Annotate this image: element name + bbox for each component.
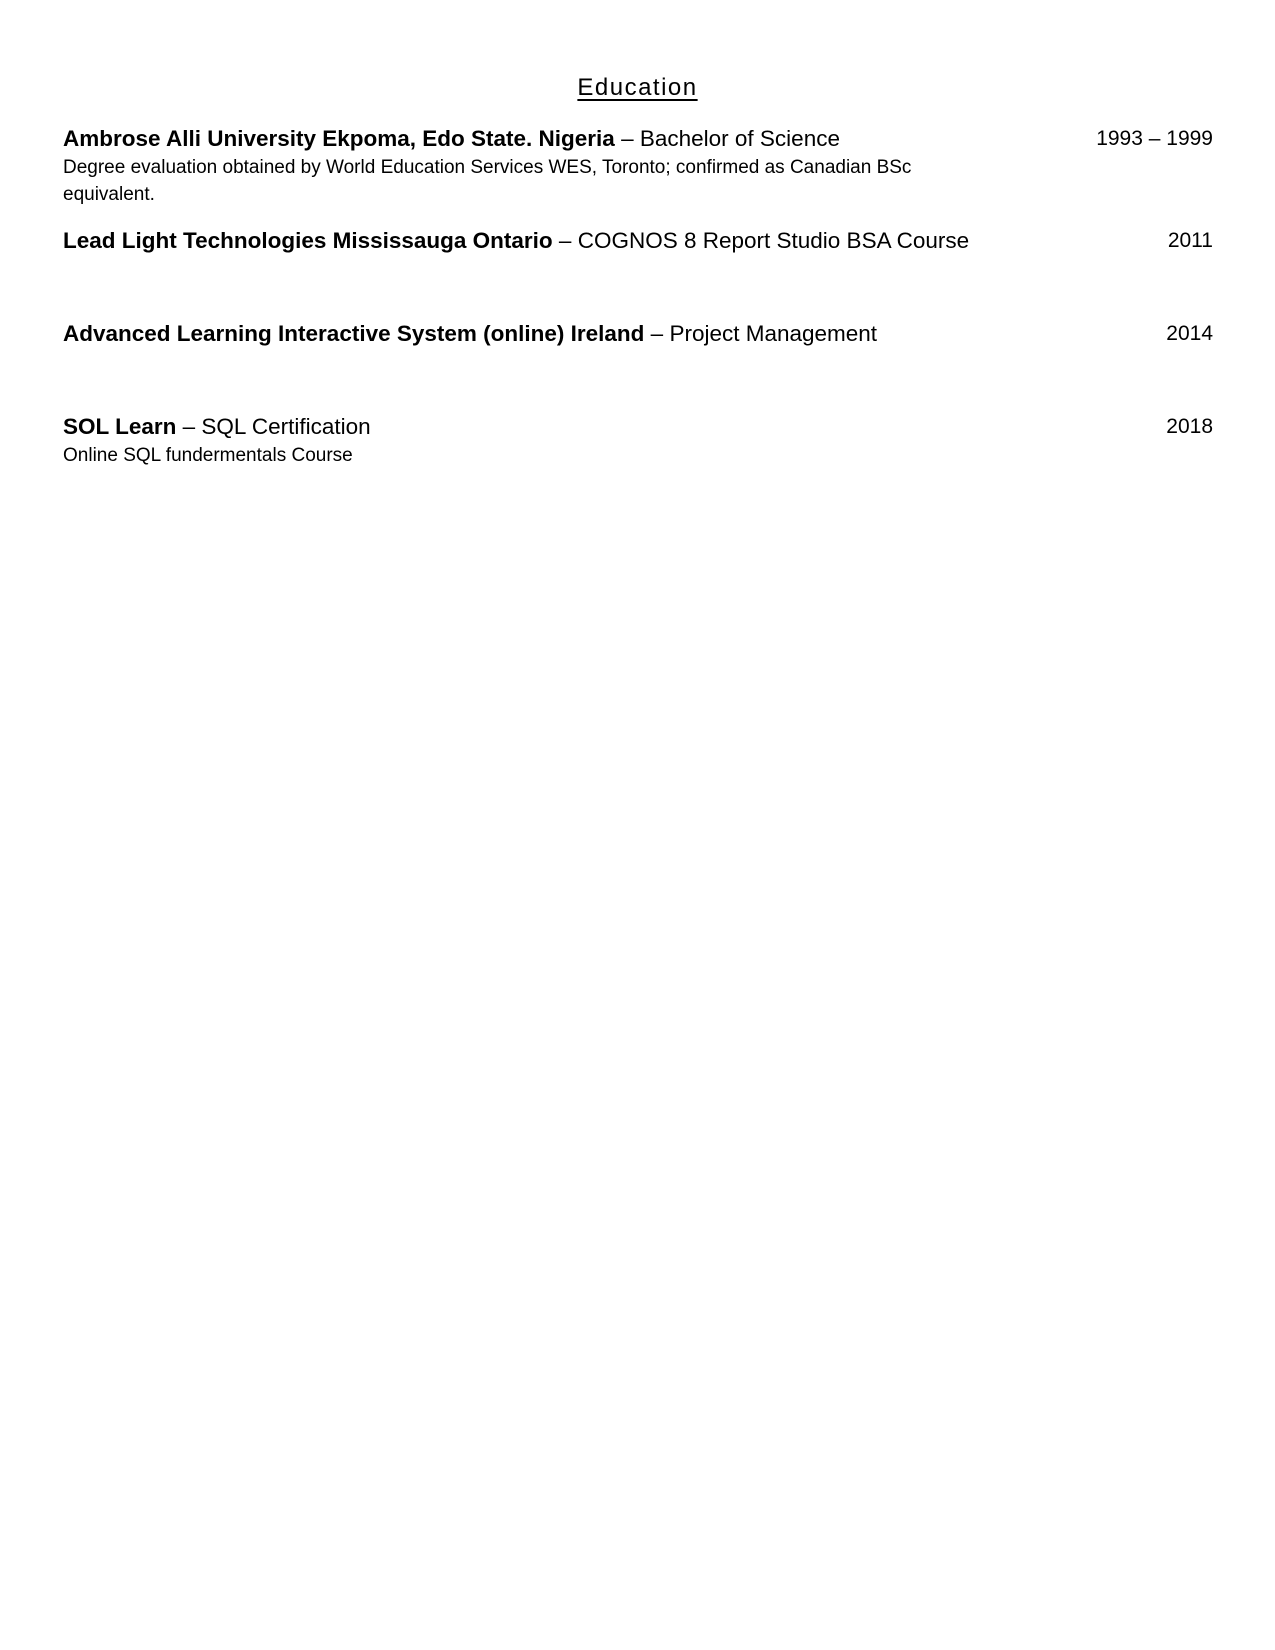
entry-dates: 1993 – 1999	[1096, 127, 1213, 150]
entry-note: Online SQL fundermentals Course	[63, 445, 353, 466]
section-title: Education	[577, 74, 698, 101]
entry-header	[63, 412, 1213, 442]
entry-header	[63, 319, 1213, 349]
entry-institution: Lead Light Technologies Mississauga Ontario	[63, 228, 553, 253]
entry-dates: 2011	[1167, 229, 1213, 252]
entry-header	[63, 226, 1213, 256]
entry-separator: –	[614, 126, 640, 151]
education-entry-sollearn	[63, 412, 1213, 469]
entry-institution: Ambrose Alli University Ekpoma, Edo State. Nigeria	[63, 126, 615, 151]
entry-header	[63, 124, 1213, 154]
education-entry-university	[63, 124, 1213, 208]
entry-separator: –	[176, 414, 202, 439]
entry-dates: 2018	[1166, 415, 1213, 438]
entry-program: SQL Certification	[201, 414, 371, 439]
entry-program: Bachelor of Science	[639, 126, 840, 151]
entry-program: COGNOS 8 Report Studio BSA Course	[577, 228, 970, 253]
entry-institution: Advanced Learning Interactive System (online) Ireland	[63, 321, 645, 346]
entry-note: Degree evaluation obtained by World Education Services WES, Toronto; confirmed as Canadian BSc equivalent.	[63, 157, 912, 205]
entry-institution: SOL Learn	[63, 414, 177, 439]
entry-program: Project Management	[669, 321, 878, 346]
entry-dates: 2014	[1166, 322, 1213, 345]
entry-separator: –	[552, 228, 578, 253]
education-entry-leadlight	[63, 226, 1213, 256]
education-entry-alison	[63, 319, 1213, 349]
section-heading	[0, 74, 1275, 102]
entry-separator: –	[644, 321, 670, 346]
